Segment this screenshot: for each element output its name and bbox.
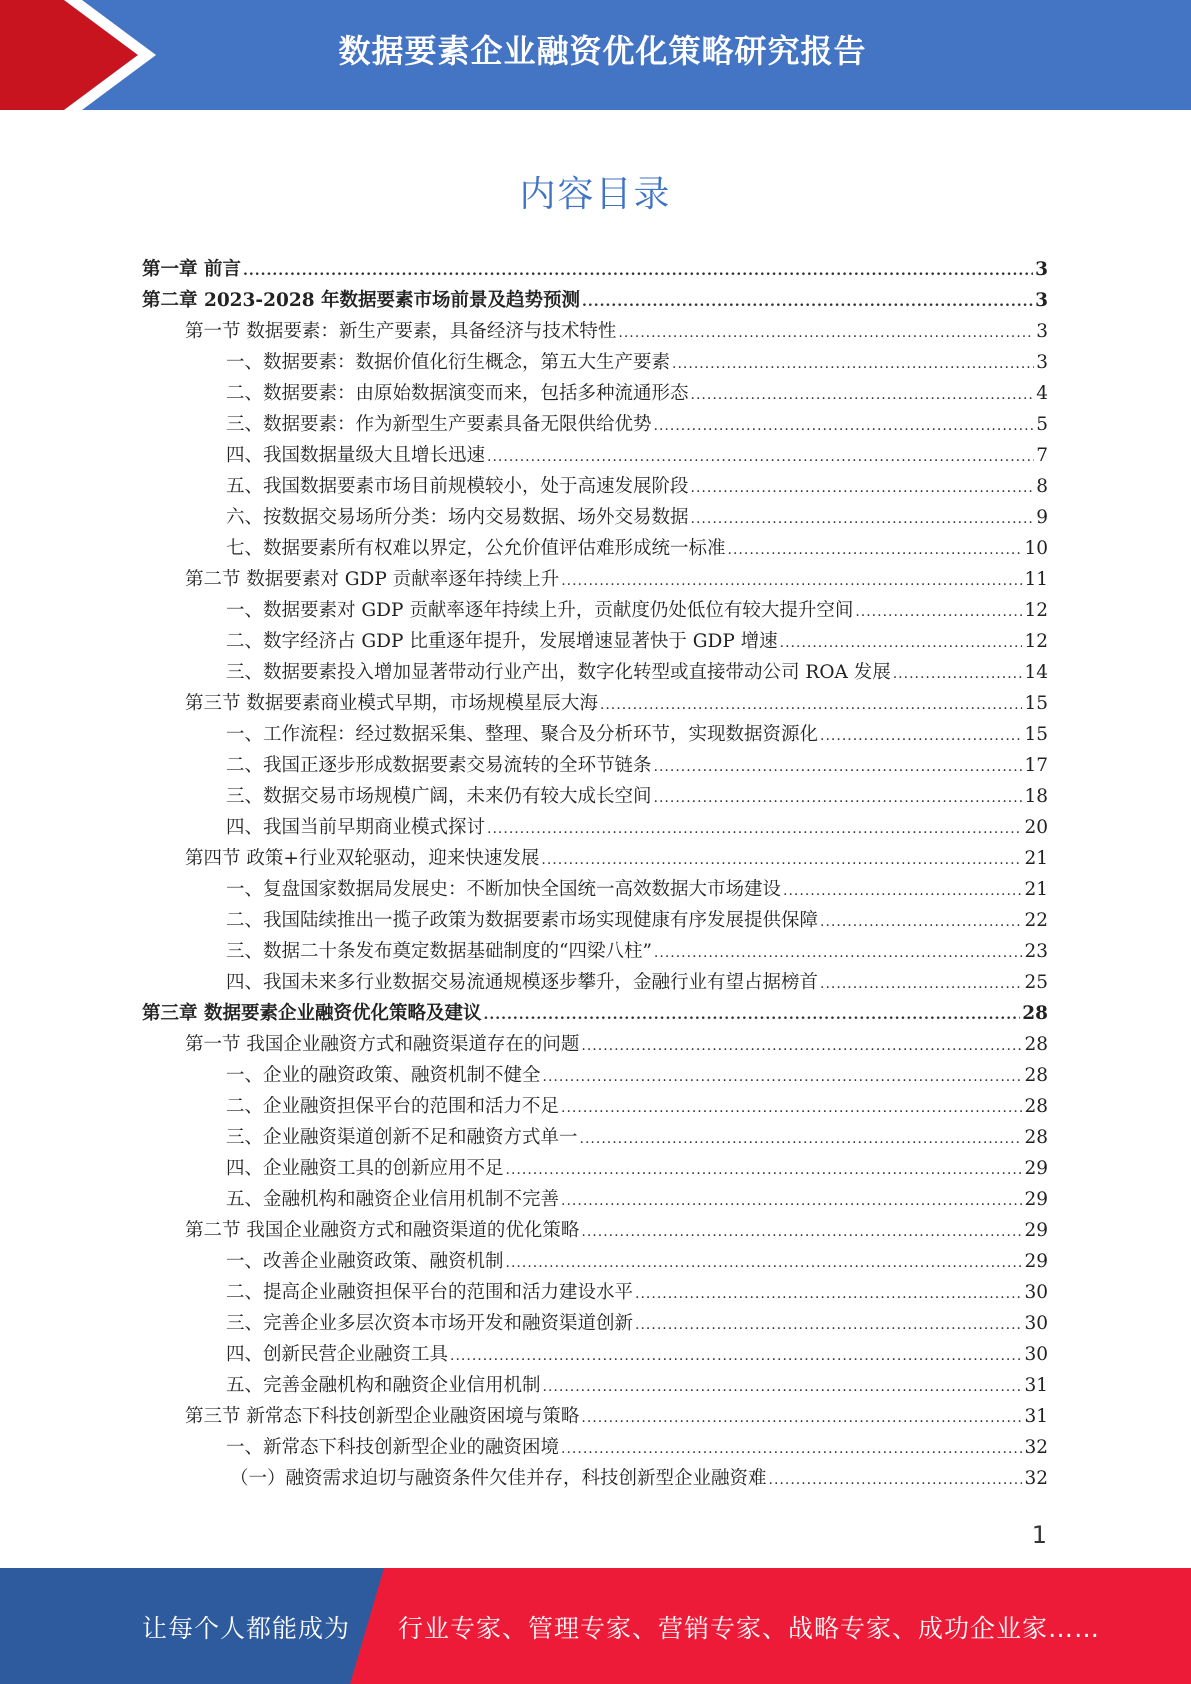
toc-entry-title: 一、改善企业融资政策、融资机制 <box>226 1251 504 1272</box>
toc-entry-title: 第二章 2023-2028 年数据要素市场前景及趋势预测 <box>142 290 581 311</box>
toc-entry-title: 五、完善金融机构和融资企业信用机制 <box>226 1375 541 1396</box>
toc-dot-leader <box>561 1434 1022 1465</box>
toc-entry[interactable] <box>142 688 1048 719</box>
toc-entry[interactable] <box>142 502 1048 533</box>
toc-entry-title: 二、数字经济占 GDP 比重逐年提升，发展增速显著快于 GDP 增速 <box>226 631 778 652</box>
toc-entry-page: 7 <box>1036 445 1048 466</box>
toc-dot-leader <box>483 1000 1020 1031</box>
toc-entry-page: 4 <box>1036 383 1048 404</box>
toc-entry-title: 五、金融机构和融资企业信用机制不完善 <box>226 1189 560 1210</box>
toc-dot-leader <box>543 1062 1023 1093</box>
toc-entry-page: 11 <box>1024 569 1048 590</box>
toc-entry-title: 五、我国数据要素市场目前规模较小，处于高速发展阶段 <box>226 476 689 497</box>
toc-entry-title: 第四节 政策+行业双轮驱动，迎来快速发展 <box>185 848 540 869</box>
toc-dot-leader <box>728 535 1023 566</box>
toc-entry[interactable] <box>142 1122 1048 1153</box>
toc-entry-title: 六、按数据交易场所分类：场内交易数据、场外交易数据 <box>226 507 689 528</box>
toc-entry-title: 第一节 我国企业融资方式和融资渠道存在的问题 <box>185 1034 580 1055</box>
toc-dot-leader <box>487 442 1034 473</box>
toc-entry-title: 第一章 前言 <box>142 259 241 280</box>
toc-entry[interactable] <box>142 440 1048 471</box>
toc-entry[interactable] <box>142 1153 1048 1184</box>
toc-entry[interactable] <box>142 533 1048 564</box>
toc-entry-page: 10 <box>1024 538 1048 559</box>
toc-entry[interactable] <box>142 657 1048 688</box>
toc-entry[interactable] <box>142 1215 1048 1246</box>
toc-entry[interactable] <box>142 595 1048 626</box>
toc-entry-title: 七、数据要素所有权难以界定，公允价值评估难形成统一标准 <box>226 538 726 559</box>
toc-dot-leader <box>769 1465 1023 1496</box>
toc-entry-page: 23 <box>1024 941 1048 962</box>
toc-entry[interactable] <box>142 1370 1048 1401</box>
toc-entry-title: 第三章 数据要素企业融资优化策略及建议 <box>142 1003 482 1024</box>
toc-entry-title: 二、数据要素：由原始数据演变而来，包括多种流通形态 <box>226 383 689 404</box>
toc-entry-page: 32 <box>1024 1468 1048 1489</box>
toc-entry-title: 一、新常态下科技创新型企业的融资困境 <box>226 1437 560 1458</box>
toc-entry[interactable] <box>142 378 1048 409</box>
toc-entry[interactable] <box>142 347 1048 378</box>
toc-entry[interactable] <box>142 874 1048 905</box>
toc-entry[interactable] <box>142 812 1048 843</box>
toc-entry-page: 31 <box>1024 1406 1048 1427</box>
toc-dot-leader <box>672 349 1034 380</box>
toc-dot-leader <box>582 287 1033 318</box>
toc-entry-title: 三、数据二十条发布奠定数据基础制度的“四梁八柱” <box>226 941 652 962</box>
toc-dot-leader <box>893 659 1023 690</box>
toc-entry-page: 29 <box>1024 1158 1048 1179</box>
toc-entry[interactable] <box>142 750 1048 781</box>
toc-entry-title: 三、企业融资渠道创新不足和融资方式单一 <box>226 1127 578 1148</box>
toc-entry-title: 第三节 新常态下科技创新型企业融资困境与策略 <box>185 1406 580 1427</box>
toc-entry-page: 28 <box>1024 1065 1048 1086</box>
toc-entry-title: 二、提高企业融资担保平台的范围和活力建设水平 <box>226 1282 634 1303</box>
toc-entry-title: 三、完善企业多层次资本市场开发和融资渠道创新 <box>226 1313 634 1334</box>
toc-entry-page: 18 <box>1024 786 1048 807</box>
toc-entry-title: 四、我国未来多行业数据交易流通规模逐步攀升，金融行业有望占据榜首 <box>226 972 819 993</box>
toc-dot-leader <box>635 1310 1022 1341</box>
toc-dot-leader <box>506 1155 1023 1186</box>
toc-entry-title: 二、企业融资担保平台的范围和活力不足 <box>226 1096 560 1117</box>
toc-heading: 内容目录 <box>519 174 672 215</box>
toc-entry-page: 3 <box>1036 352 1048 373</box>
toc-dot-leader <box>561 1186 1022 1217</box>
toc-dot-leader <box>654 752 1023 783</box>
toc-entry-page: 14 <box>1024 662 1048 683</box>
toc-entry[interactable] <box>142 1091 1048 1122</box>
toc-entry-title: 二、我国陆续推出一揽子政策为数据要素市场实现健康有序发展提供保障 <box>226 910 819 931</box>
toc-entry[interactable] <box>142 998 1048 1029</box>
toc-entry-title: 第二节 我国企业融资方式和融资渠道的优化策略 <box>185 1220 580 1241</box>
toc-entry-page: 30 <box>1024 1282 1048 1303</box>
toc-entry-title: 三、数据要素投入增加显著带动行业产出，数字化转型或直接带动公司 ROA 发展 <box>226 662 891 683</box>
toc-entry[interactable] <box>142 967 1048 998</box>
report-header <box>0 0 1191 110</box>
toc-entry-title: 第一节 数据要素：新生产要素，具备经济与技术特性 <box>185 321 617 342</box>
toc-entry-page: 29 <box>1024 1189 1048 1210</box>
toc-dot-leader <box>654 411 1035 442</box>
toc-entry[interactable] <box>142 1029 1048 1060</box>
report-footer <box>0 1568 1191 1684</box>
toc-entry[interactable] <box>142 719 1048 750</box>
toc-dot-leader <box>691 473 1035 504</box>
toc-dot-leader <box>820 969 1022 1000</box>
toc-entry[interactable] <box>142 1339 1048 1370</box>
toc-entry-page: 28 <box>1024 1127 1048 1148</box>
toc-dot-leader <box>581 1031 1022 1062</box>
toc-entry[interactable] <box>142 936 1048 967</box>
toc-dot-leader <box>580 1124 1023 1155</box>
report-title: 数据要素企业融资优化策略研究报告 <box>338 32 867 70</box>
toc-entry-title: 三、数据交易市场规模广阔，未来仍有较大成长空间 <box>226 786 652 807</box>
toc-entry-page: 30 <box>1024 1313 1048 1334</box>
toc-entry-page: 15 <box>1024 693 1048 714</box>
toc-dot-leader <box>561 566 1022 597</box>
toc-entry[interactable] <box>142 905 1048 936</box>
toc-dot-leader <box>543 1372 1023 1403</box>
toc-dot-leader <box>654 783 1023 814</box>
toc-entry-title: 四、我国数据量级大且增长迅速 <box>226 445 486 466</box>
toc-entry[interactable] <box>142 1060 1048 1091</box>
toc-dot-leader <box>635 1279 1022 1310</box>
toc-entry-page: 12 <box>1024 600 1048 621</box>
toc-dot-leader <box>581 1217 1022 1248</box>
toc-entry-page: 31 <box>1024 1375 1048 1396</box>
toc-entry[interactable] <box>142 843 1048 874</box>
toc-dot-leader <box>243 256 1033 287</box>
toc-dot-leader <box>820 721 1022 752</box>
toc-entry[interactable] <box>142 1184 1048 1215</box>
toc-entry-page: 21 <box>1024 848 1048 869</box>
toc-entry[interactable] <box>142 1246 1048 1277</box>
toc-entry-page: 21 <box>1024 879 1048 900</box>
toc-entry[interactable] <box>142 1432 1048 1463</box>
toc-dot-leader <box>487 814 1022 845</box>
toc-entry-title: （一）融资需求迫切与融资条件欠佳并存，科技创新型企业融资难 <box>230 1468 767 1489</box>
toc-entry-page: 29 <box>1024 1251 1048 1272</box>
toc-dot-leader <box>600 690 1023 721</box>
toc-entry-page: 17 <box>1024 755 1048 776</box>
toc-entry[interactable] <box>142 471 1048 502</box>
toc-entry-title: 四、创新民营企业融资工具 <box>226 1344 449 1365</box>
toc-entry-title: 一、数据要素对 GDP 贡献率逐年持续上升，贡献度仍处低位有较大提升空间 <box>226 600 854 621</box>
toc-entry[interactable] <box>142 626 1048 657</box>
toc-dot-leader <box>783 876 1022 907</box>
toc-dot-leader <box>561 1093 1022 1124</box>
toc-entry[interactable] <box>142 409 1048 440</box>
toc-entry-page: 25 <box>1024 972 1048 993</box>
toc-entry[interactable] <box>142 316 1048 347</box>
toc-entry-title: 二、我国正逐步形成数据要素交易流转的全环节链条 <box>226 755 652 776</box>
toc-dot-leader <box>541 845 1022 876</box>
toc-entry[interactable] <box>142 1308 1048 1339</box>
toc-dot-leader <box>855 597 1022 628</box>
toc-entry-title: 一、数据要素：数据价值化衍生概念，第五大生产要素 <box>226 352 671 373</box>
toc-dot-leader <box>450 1341 1022 1372</box>
toc-entry-title: 一、企业的融资政策、融资机制不健全 <box>226 1065 541 1086</box>
toc-dot-leader <box>618 318 1034 349</box>
toc-entry[interactable] <box>142 1401 1048 1432</box>
toc-entry-page: 9 <box>1036 507 1048 528</box>
toc-entry-page: 32 <box>1024 1437 1048 1458</box>
toc-entry-title: 第三节 数据要素商业模式早期，市场规模星辰大海 <box>185 693 598 714</box>
toc-entry[interactable] <box>142 1277 1048 1308</box>
toc-entry[interactable] <box>142 285 1048 316</box>
toc-entry-page: 30 <box>1024 1344 1048 1365</box>
toc-entry-page: 8 <box>1036 476 1048 497</box>
toc-entry-title: 四、企业融资工具的创新应用不足 <box>226 1158 504 1179</box>
toc-entry[interactable] <box>142 254 1048 285</box>
toc-entry-page: 3 <box>1035 290 1048 311</box>
toc-entry-title: 四、我国当前早期商业模式探讨 <box>226 817 486 838</box>
toc-entry-page: 28 <box>1022 1003 1048 1024</box>
toc-entry-page: 29 <box>1024 1220 1048 1241</box>
toc-entry-title: 一、工作流程：经过数据采集、整理、聚合及分析环节，实现数据资源化 <box>226 724 819 745</box>
toc-dot-leader <box>820 907 1022 938</box>
footer-slogan-right: 行业专家、管理专家、营销专家、战略专家、成功企业家…… <box>398 1614 1101 1643</box>
toc-entry[interactable] <box>142 1463 1048 1494</box>
toc-entry-page: 28 <box>1024 1096 1048 1117</box>
toc-entry-title: 三、数据要素：作为新型生产要素具备无限供给优势 <box>226 414 652 435</box>
toc-entry-title: 一、复盘国家数据局发展史：不断加快全国统一高效数据大市场建设 <box>226 879 782 900</box>
toc-entry-page: 22 <box>1024 910 1048 931</box>
toc-entry-page: 28 <box>1024 1034 1048 1055</box>
toc-dot-leader <box>506 1248 1023 1279</box>
toc-dot-leader <box>581 1403 1022 1434</box>
toc-dot-leader <box>691 504 1035 535</box>
toc-entry-page: 12 <box>1024 631 1048 652</box>
table-of-contents <box>142 254 1048 1494</box>
toc-entry-page: 15 <box>1024 724 1048 745</box>
toc-entry-page: 20 <box>1024 817 1048 838</box>
toc-entry-page: 3 <box>1036 321 1048 342</box>
page-number: 1 <box>1031 1521 1047 1549</box>
toc-entry-title: 第二节 数据要素对 GDP 贡献率逐年持续上升 <box>185 569 560 590</box>
toc-dot-leader <box>780 628 1023 659</box>
toc-entry[interactable] <box>142 564 1048 595</box>
toc-entry[interactable] <box>142 781 1048 812</box>
toc-dot-leader <box>691 380 1035 411</box>
toc-entry-page: 5 <box>1036 414 1048 435</box>
toc-entry-page: 3 <box>1035 259 1048 280</box>
footer-slogan-left: 让每个人都能成为 <box>142 1614 351 1643</box>
toc-dot-leader <box>654 938 1023 969</box>
